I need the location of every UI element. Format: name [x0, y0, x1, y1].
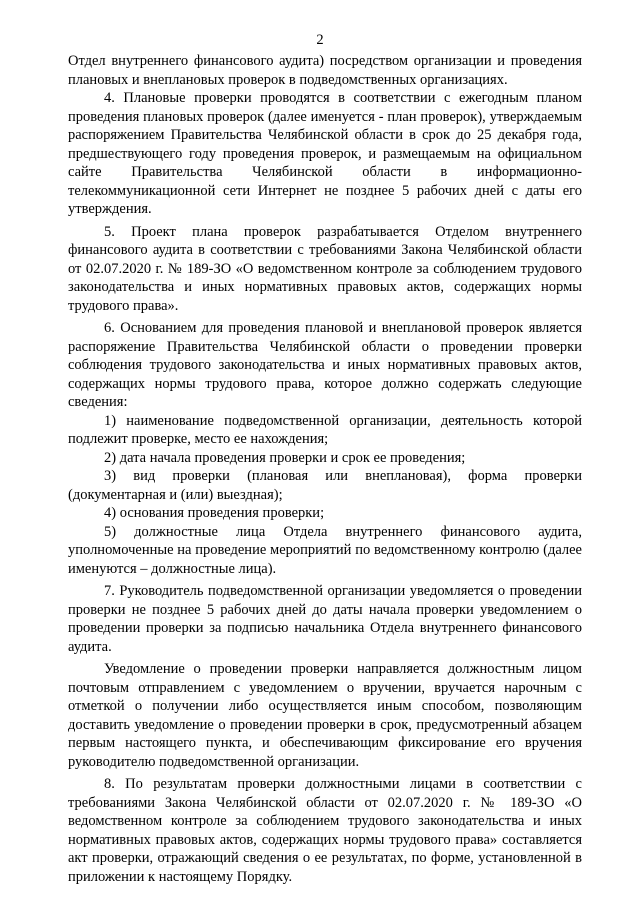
paragraph-item-7: 7. Руководитель подведомственной организации уведомляется о проведении проверки не позднее 5 рабочих дней до даты начала проверки уведомлением о проведении проверки за подписью начальника Отдела внутреннего финансового аудита. — [68, 583, 582, 655]
list-item-4: 4) основания проведения проверки; — [104, 505, 325, 521]
list-item-3: 3) вид проверки (плановая или внеплановая), форма проверки (документарная и (или) выездная); — [68, 468, 582, 503]
paragraph-notification: Уведомление о проведении проверки направляется должностным лицом почтовым отправлением с уведомлением о вручении, вручается нарочным с отметкой о получении либо осуществляется иным способом, позволяющим доставить уведомление о проведении проверки в срок, предусмотренный абзацем первым настоящего пункта, и обеспечивающим фиксирование его вручения руководителю подведомственной организации. — [68, 661, 582, 770]
list-item-5: 5) должностные лица Отдела внутреннего финансового аудита, уполномоченные на проведение мероприятий по ведомственному контролю (далее именуются – должностные лица). — [68, 523, 582, 577]
paragraph-item-8: 8. По результатам проверки должностными лицами в соответствии с требованиями Закона Челябинской области от 02.07.2020 г. № 189-ЗО «О ведомственном контроле за соблюдением трудового законодательства и иных нормативных правовых актов, содержащих нормы трудового права» составляется акт проверки, отражающий сведения о ее результатах, по форме, установленной в приложении к настоящему Порядку. — [68, 776, 582, 885]
paragraph-item-4: 4. Плановые проверки проводятся в соответствии с ежегодным планом проведения плановых проверок (далее именуется - план проверок), утверждаемым распоряжением Правительства Челябинской области в срок до 25 декабря года, предшествующего году проведения проверок, и размещаемым на официальном сайте Правительства Челябинской области в информационно-телекоммуникационной сети Интернет не позднее 5 рабочих дней с даты его утверждения. — [68, 90, 582, 217]
document-body — [68, 52, 582, 886]
paragraph-continuation: Отдел внутреннего финансового аудита) посредством организации и проведения плановых и внеплановых проверок в подведомственных организациях. — [68, 53, 582, 88]
list-item-1: 1) наименование подведомственной организации, деятельность которой подлежит проверке, место ее нахождения; — [68, 412, 582, 447]
paragraph-item-6: 6. Основанием для проведения плановой и внеплановой проверок является распоряжение Правительства Челябинской области о проведении проверки соблюдения трудового законодательства и иных нормативных правовых актов, содержащих нормы трудового права, которое должно содержать следующие сведения: — [68, 320, 582, 410]
list-item-2: 2) дата начала проведения проверки и срок ее проведения; — [104, 449, 466, 466]
page-number: 2 — [316, 32, 324, 48]
paragraph-item-5: 5. Проект плана проверок разрабатывается Отделом внутреннего финансового аудита в соответствии с требованиями Закона Челябинской области от 02.07.2020 г. № 189-ЗО «О ведомственном контроле за соблюдением трудового законодательства и иных нормативных правовых актов, содержащих нормы трудового права». — [68, 223, 582, 314]
